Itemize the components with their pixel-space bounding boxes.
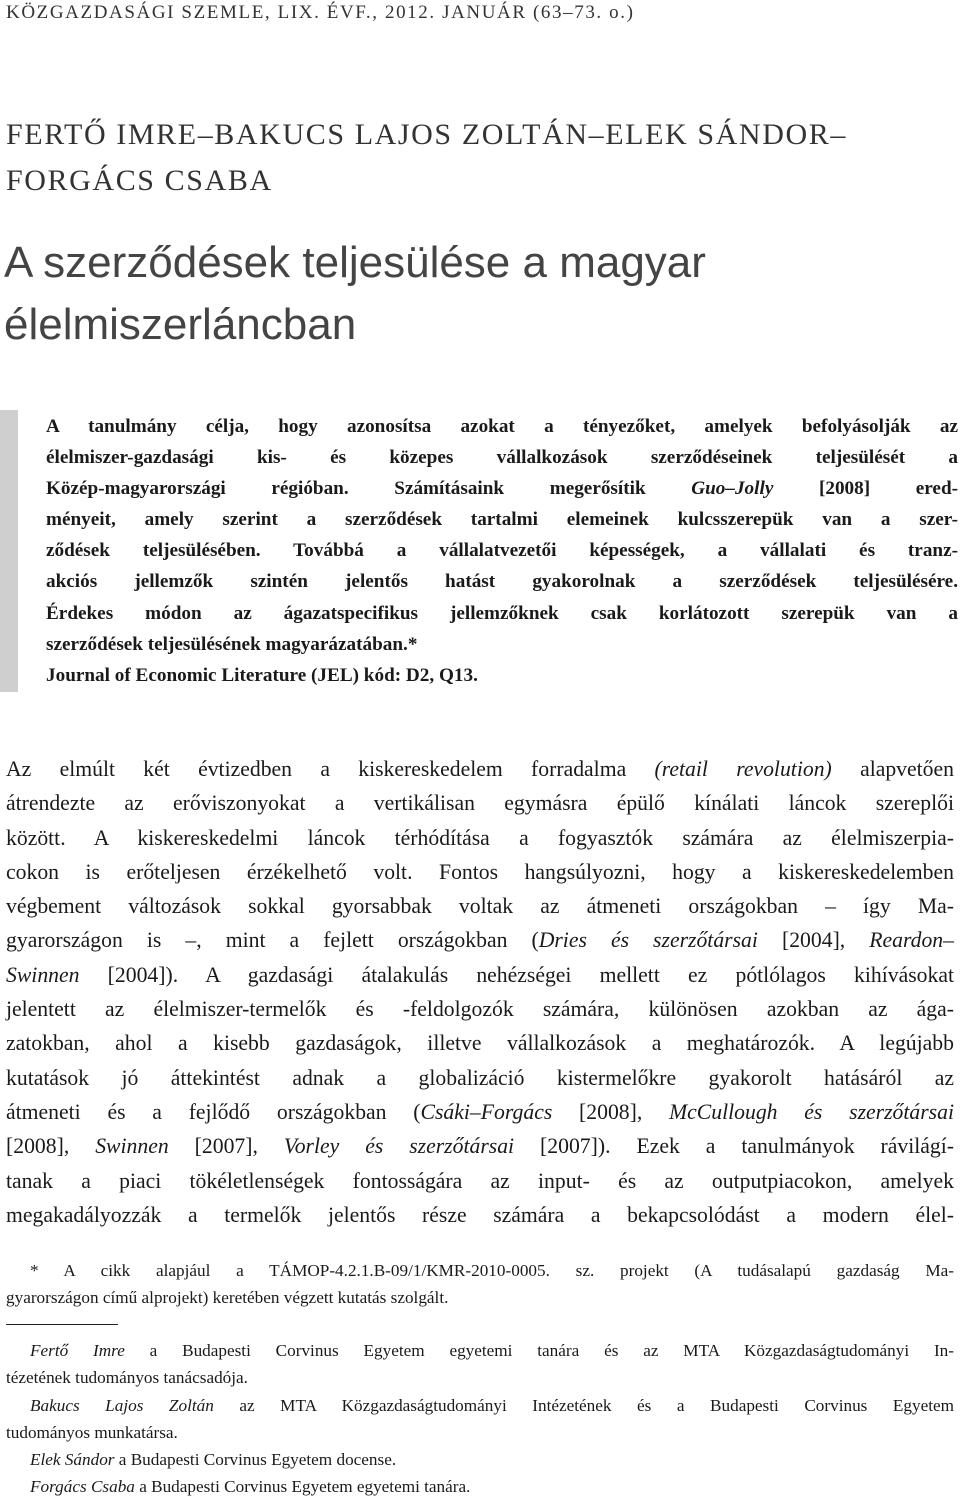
footnote-divider [6, 1324, 118, 1325]
citation-author: Guo–Jolly [691, 478, 774, 500]
author-line: FERTŐ IMRE–BAKUCS LAJOS ZOLTÁN–ELEK SÁNDOR– [6, 118, 847, 151]
bio-line: tudományos munkatársa. [6, 1422, 178, 1442]
bio-author-name: Forgács Csaba [30, 1477, 135, 1497]
body-line: Az elmúlt két évtizedben a kiskereskedelem forradalma (retail revolution) alapvetően [6, 757, 954, 781]
abstract-line: Közép-magyarországi régióban. Számításaink megerősítik Guo–Jolly [2008] ered- [46, 478, 959, 500]
body-line: Swinnen [2004]). A gazdasági átalakulás nehézségei mellett ez pótlólagos kihívásokat [6, 962, 954, 987]
body-line: végbement változások sokkal gyorsabbak voltak az átmeneti országokban – így Ma- [6, 894, 954, 919]
author-list [6, 112, 946, 204]
abstract-line: szerződések teljesülésének magyarázatában.* [46, 633, 418, 655]
body-line: megakadályozzák a termelők jelentős része számára a bekapcsolódást a modern élel- [6, 1202, 954, 1227]
abstract [46, 411, 958, 691]
footnote-line: * A cikk alapjául a TÁMOP-4.2.1.B-09/1/KMR-2010-0005. sz. projekt (A tudásalapú gazdaság Ma- [30, 1261, 954, 1280]
article-title [4, 232, 954, 356]
author-line: FORGÁCS CSABA [6, 164, 273, 197]
abstract-line: ződések teljesülésében. Továbbá a vállalatvezetői képességek, a vállalati és tranz- [46, 540, 958, 562]
body-line: kutatások jó áttekintést adnak a globalizáció kistermelőkre gyakorolt hatásáról az [6, 1065, 954, 1090]
abstract-sidebar-bar [0, 410, 18, 692]
bio-author-name: Fertő Imre [30, 1341, 125, 1360]
title-line: élelmiszerláncban [4, 300, 357, 349]
body-line: [2008], Swinnen [2007], Vorley és szerzőtársai [2007]). Ezek a tanulmányok rávilágí- [6, 1134, 954, 1159]
bio-line: tézetének tudományos tanácsadója. [6, 1368, 248, 1388]
bio-line: Bakucs Lajos Zoltán az MTA Közgazdaságtudományi Intézetének és a Budapesti Corvinus Egyetem [30, 1395, 954, 1415]
body-line: gyarországon is –, mint a fejlett országokban (Dries és szerzőtársai [2004], Reardon– [6, 928, 954, 953]
bio-line: Fertő Imre a Budapesti Corvinus Egyetem egyetemi tanára és az MTA Közgazdaságtudományi In- [30, 1341, 954, 1360]
body-line: jelentett az élelmiszer-termelők és -feldolgozók számára, különösen azokban az ága- [6, 997, 954, 1022]
journal-header: KÖZGAZDASÁGI SZEMLE, LIX. ÉVF., 2012. JANUÁR (63–73. o.) [6, 2, 635, 23]
footnote [6, 1257, 954, 1312]
bio-line: Elek Sándor a Budapesti Corvinus Egyetem docense. [30, 1450, 397, 1470]
body-line: átmeneti és a fejlődő országokban (Csáki–Forgács [2008], McCullough és szerzőtársai [6, 1099, 954, 1124]
abstract-line: Érdekes módon az ágazatspecifikus jellemzőknek csak korlátozott szerepük van a [46, 602, 958, 624]
author-bios [6, 1337, 954, 1501]
bio-author-name: Bakucs Lajos Zoltán [30, 1395, 214, 1415]
body-line: átrendezte az erőviszonyokat a vertikálisan egymásra épülő kínálati láncok szereplői [6, 791, 954, 816]
jel-code: Journal of Economic Literature (JEL) kód: D2, Q13. [46, 664, 478, 686]
body-line: között. A kiskereskedelmi láncok térhódítása a fogyasztók számára az élelmiszerpia- [6, 825, 954, 850]
bio-line: Forgács Csaba a Budapesti Corvinus Egyetem egyetemi tanára. [30, 1477, 471, 1497]
footnote-line: gyarországon című alprojekt) keretében végzett kutatás szolgált. [6, 1288, 449, 1308]
bio-author-name: Elek Sándor [30, 1450, 115, 1470]
abstract-line: A tanulmány célja, hogy azonosítsa azokat a tényezőket, amelyek befolyásolják az [46, 416, 958, 437]
abstract-line: élelmiszer-gazdasági kis- és közepes vállalkozások szerződéseinek teljesülését a [46, 447, 958, 469]
body-line: zatokban, ahol a kisebb gazdaságok, illetve vállalkozások a meghatározók. A legújabb [6, 1031, 954, 1056]
abstract-line: ményeit, amely szerint a szerződések tartalmi elemeinek kulcsszerepük van a szer- [46, 509, 958, 531]
title-line: A szerződések teljesülése a magyar [4, 238, 706, 287]
body-line: tanak a piaci tökéletlenségek fontosságára az input- és az outputpiacokon, amelyek [6, 1168, 954, 1193]
body-paragraph [6, 752, 954, 1232]
abstract-line: akciós jellemzők szintén jelentős hatást gyakorolnak a szerződések teljesülésére. [46, 571, 958, 593]
body-line: cokon is erőteljesen érzékelhető volt. Fontos hangsúlyozni, hogy a kiskereskedelemben [6, 859, 954, 884]
